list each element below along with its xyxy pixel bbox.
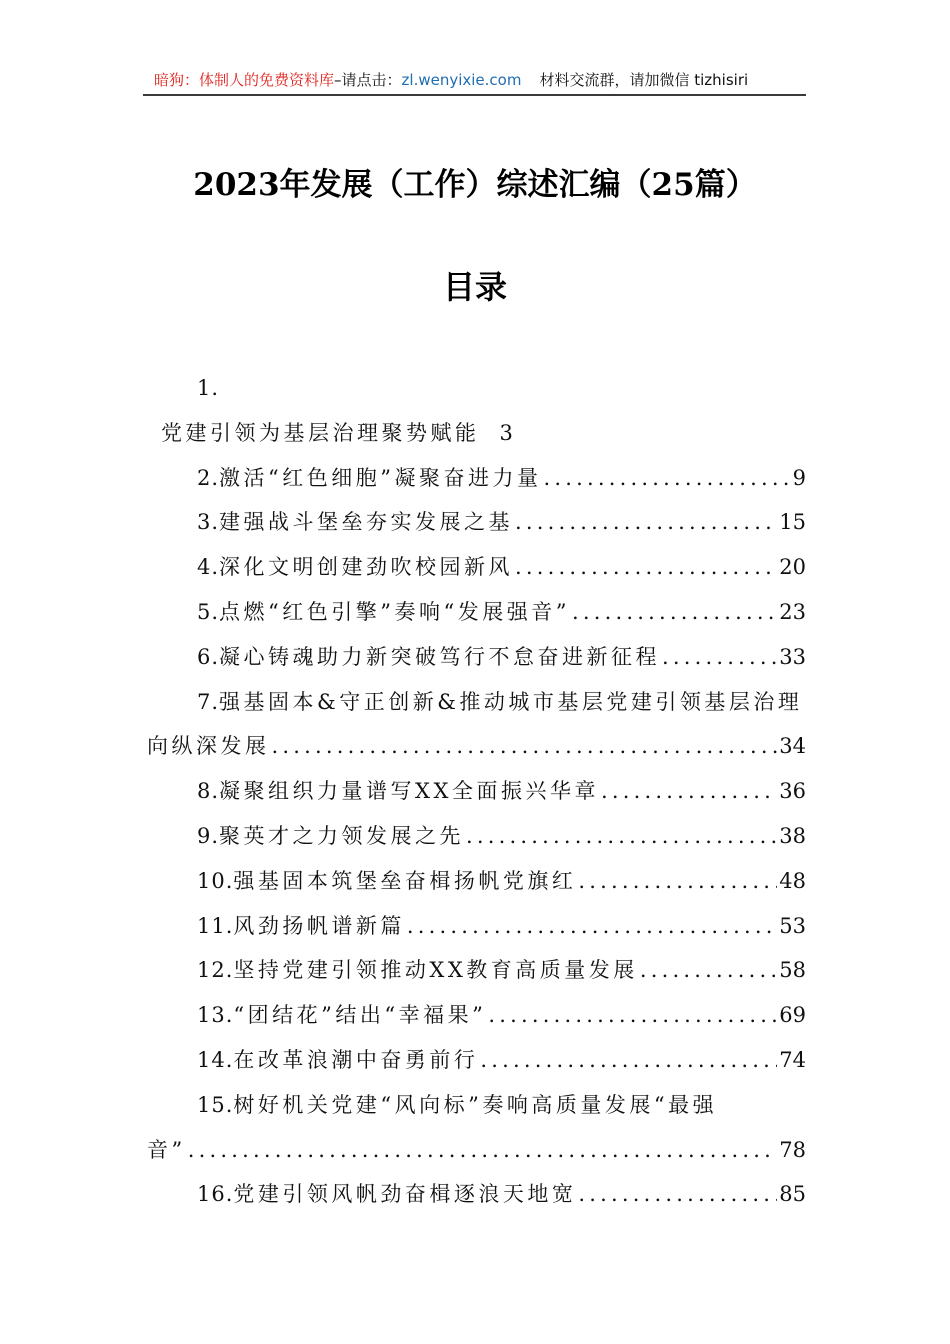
toc-entry-title-continued: 音”: [147, 1137, 186, 1162]
toc-entry-page: 20: [779, 555, 806, 580]
toc-entry-page: 9: [792, 465, 806, 490]
toc-entry-page: 85: [779, 1182, 806, 1207]
toc-entry-number: 7.: [197, 689, 220, 714]
toc-entry-number: 9.: [197, 823, 220, 848]
toc-entry-page: 33: [779, 644, 806, 669]
toc-entry-title: 风劲扬帆谱新篇: [233, 913, 405, 938]
toc-entry-1-number-line[interactable]: [147, 366, 806, 411]
toc-leader-dots: [272, 724, 778, 769]
toc-entry-8[interactable]: [147, 769, 806, 814]
watermark-header: [143, 68, 806, 92]
toc-entry-number: 1.: [197, 376, 220, 400]
toc-leader-dots: [466, 814, 777, 859]
toc-entry-number: 11.: [197, 913, 234, 938]
toc-leader-dots: [515, 545, 777, 590]
toc-entry-number: 16.: [197, 1182, 234, 1207]
toc-entry-title: 点燃“红色引擎”奏响“发展强音”: [219, 599, 570, 624]
toc-entry-15-line2[interactable]: [147, 1128, 806, 1173]
header-prompt-text: –请点击：: [334, 71, 402, 89]
toc-leader-dots: [515, 500, 777, 545]
toc-entry-title-continued: 向纵深发展: [147, 734, 270, 759]
toc-entry-7-line1[interactable]: [147, 680, 806, 725]
toc-entry-title: 党建引领为基层治理聚势赋能: [161, 420, 480, 445]
toc-leader-dots: [188, 1128, 778, 1173]
toc-entry-title: 聚英才之力领发展之先: [219, 823, 465, 848]
toc-entry-number: 4.: [197, 555, 220, 580]
toc-entry-number: 8.: [197, 779, 220, 804]
header-website-link[interactable]: zl.wenyixie.com: [401, 71, 522, 89]
toc-entry-title: 强基固本筑堡垒奋楫扬帆党旗红: [233, 868, 577, 893]
toc-entry-title: 凝心铸魂助力新突破笃行不怠奋进新征程: [219, 644, 661, 669]
header-brand-text: 暗狗：体制人的免费资料库: [154, 71, 335, 89]
toc-leader-dots: [578, 1172, 777, 1217]
toc-entry-title: 党建引领风帆劲奋楫逐浪天地宽: [233, 1182, 577, 1207]
toc-entry-5[interactable]: [147, 590, 806, 635]
toc-entry-title: 激活“红色细胞”凝聚奋进力量: [219, 465, 542, 490]
toc-entry-13[interactable]: [147, 993, 806, 1038]
toc-entry-title: 坚持党建引领推动XX教育高质量发展: [233, 958, 638, 983]
toc-entry-page: 74: [779, 1047, 806, 1072]
toc-entry-title: 凝聚组织力量谱写XX全面振兴华章: [219, 779, 599, 804]
toc-entry-page: 36: [779, 779, 806, 804]
toc-leader-dots: [488, 993, 777, 1038]
toc-entry-4[interactable]: [147, 545, 806, 590]
toc-entry-12[interactable]: [147, 948, 806, 993]
toc-entry-page: 69: [779, 1003, 806, 1028]
toc-entry-2[interactable]: [147, 456, 806, 501]
toc-entry-title: 建强战斗堡垒夯实发展之基: [219, 510, 514, 535]
toc-leader-dots: [640, 948, 777, 993]
toc-entry-number: 12.: [197, 958, 234, 983]
toc-entry-page: 53: [779, 913, 806, 938]
toc-entry-1[interactable]: [147, 411, 806, 456]
toc-leader-dots: [601, 769, 777, 814]
toc-entry-page: 38: [779, 823, 806, 848]
toc-leader-dots: [662, 635, 777, 680]
toc-leader-dots: [407, 904, 777, 949]
toc-heading: 目录: [442, 268, 507, 306]
toc-entry-page: 78: [779, 1137, 806, 1162]
toc-entry-16[interactable]: [147, 1172, 806, 1217]
toc-entry-number: 5.: [197, 599, 220, 624]
toc-leader-dots: [544, 456, 791, 501]
toc-entry-page: 34: [779, 734, 806, 759]
toc-entry-title: 深化文明创建劲吹校园新风: [219, 555, 514, 580]
toc-entry-3[interactable]: [147, 500, 806, 545]
toc-entry-title: “团结花”结出“幸福果”: [233, 1003, 487, 1028]
toc-entry-15-line1[interactable]: [147, 1083, 806, 1128]
table-of-contents: [147, 366, 806, 1217]
toc-entry-page: 58: [779, 958, 806, 983]
toc-entry-11[interactable]: [147, 904, 806, 949]
toc-leader-dots: [572, 590, 777, 635]
toc-entry-7-line2[interactable]: [147, 724, 806, 769]
toc-entry-number: 13.: [197, 1003, 234, 1028]
toc-entry-title: 在改革浪潮中奋勇前行: [233, 1047, 479, 1072]
toc-entry-page: 48: [779, 868, 806, 893]
toc-entry-6[interactable]: [147, 635, 806, 680]
toc-entry-title: 树好机关党建“风向标”奏响高质量发展“最强: [233, 1092, 718, 1117]
toc-entry-page: 15: [779, 510, 806, 535]
toc-entry-number: 10.: [197, 868, 234, 893]
toc-entry-9[interactable]: [147, 814, 806, 859]
toc-entry-page: 3: [499, 420, 513, 445]
toc-entry-number: 14.: [197, 1047, 234, 1072]
toc-entry-number: 15.: [197, 1092, 234, 1117]
toc-entry-number: 3.: [197, 510, 220, 535]
toc-entry-page: 23: [779, 599, 806, 624]
toc-entry-number: 2.: [197, 465, 220, 490]
header-divider: [143, 94, 806, 96]
toc-leader-dots: [480, 1038, 777, 1083]
toc-entry-title: 强基固本&守正创新&推动城市基层党建引领基层治理: [219, 689, 803, 714]
toc-entry-14[interactable]: [147, 1038, 806, 1083]
toc-leader-dots: [578, 859, 777, 904]
document-title: 2023年发展（工作）综述汇编（25篇）: [193, 167, 757, 203]
toc-entry-10[interactable]: [147, 859, 806, 904]
header-group-text: 材料交流群，请加微信 tizhisiri: [539, 71, 749, 89]
toc-entry-number: 6.: [197, 644, 220, 669]
